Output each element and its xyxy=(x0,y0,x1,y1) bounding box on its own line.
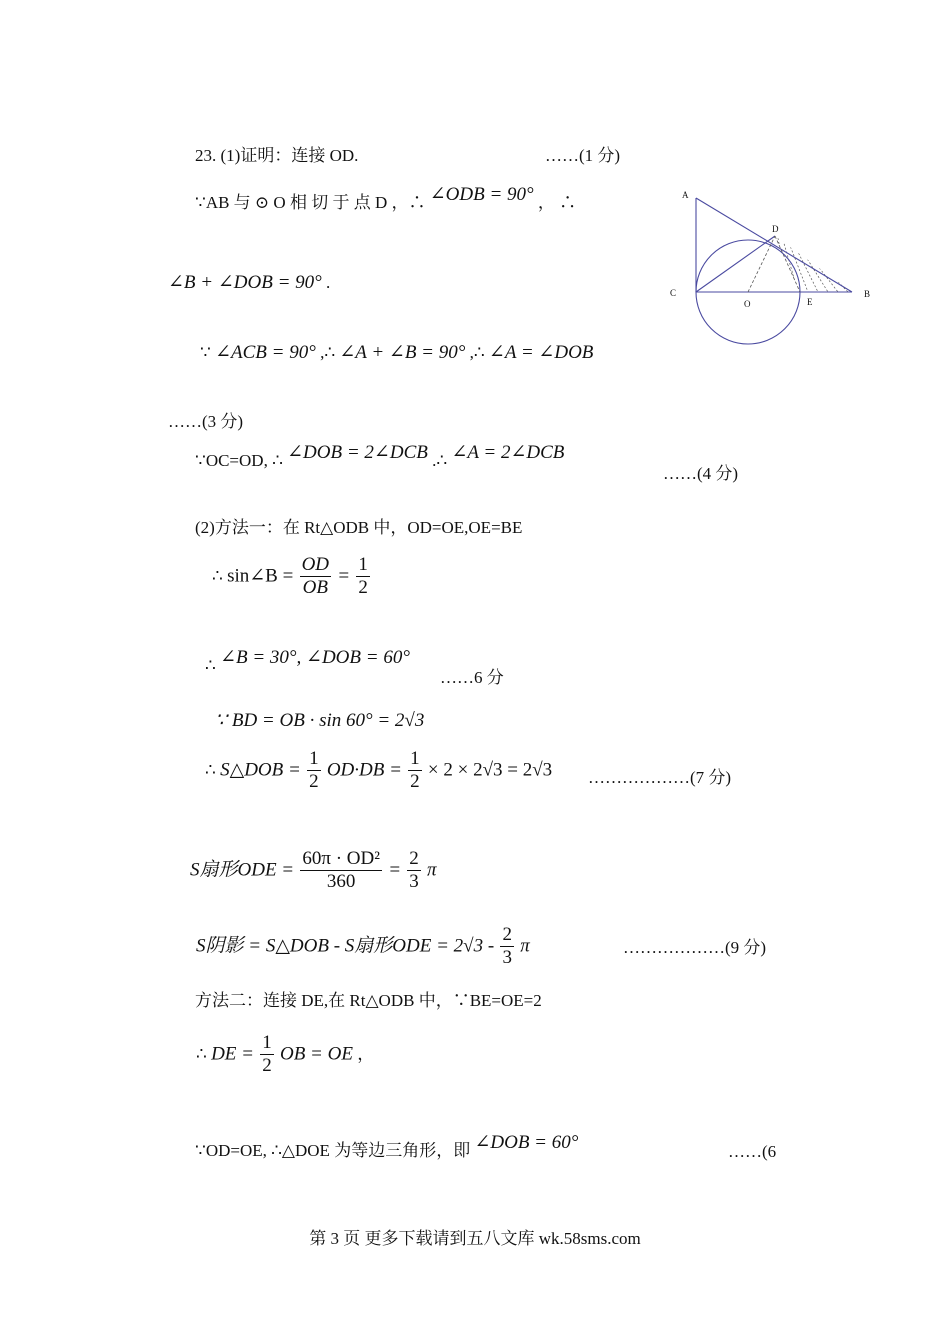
angle-sum-b-dob: ∠B + ∠DOB = 90° xyxy=(168,272,322,293)
sin-lhs: sin∠B = xyxy=(227,565,294,587)
line-sin: ∴ sin∠B = $\frac{OD}{OB}$ = $\frac{1}{2}$ xyxy=(212,554,368,598)
header-score: ……(1 分) xyxy=(545,146,621,165)
line-de: ∴ DE = $\frac{1}{2}$ OB = OE ， xyxy=(196,1032,375,1076)
label-a: A xyxy=(682,190,689,200)
line-area-dob: ∴ S△DOB = $\frac{1}{2}$ OD·DB = $\frac{1}{2}$ × 2 × 2√3 = 2√3 xyxy=(205,748,553,792)
de-lhs: DE = xyxy=(211,1043,254,1065)
geometry-figure xyxy=(668,188,878,348)
angle-sum-a-b: ∠A + ∠B = 90° xyxy=(339,342,466,363)
sector-num: 60π · OD² xyxy=(302,848,380,869)
sector-pi: π xyxy=(427,859,437,881)
method2-title: 方法二：连接 DE,在 Rt△ODB 中，∵BE=OE=2 xyxy=(195,991,542,1010)
shade-lhs: S阴影 = S△DOB - S扇形ODE = 2√3 - xyxy=(196,935,495,957)
segment-cd xyxy=(696,236,775,292)
score-4: ……(4 分) xyxy=(663,464,739,483)
header-text: 23. (1)证明：连接 OD. xyxy=(195,146,359,165)
label-d: D xyxy=(772,224,779,234)
method1-title: (2)方法一：在 Rt△ODB 中，OD=OE,OE=BE xyxy=(195,518,523,537)
angle-a-2dcb: ∠A = 2∠DCB xyxy=(451,442,565,463)
angles-b-dob: ∠B = 30°, ∠DOB = 60° xyxy=(220,647,410,668)
sector-eq: = xyxy=(388,859,402,881)
segment-ab xyxy=(696,198,852,292)
line-angles: ∴ ∠B = 30°, ∠DOB = 60° xyxy=(205,647,410,675)
de-rhs: OB = OE xyxy=(279,1043,353,1065)
angle-a-eq-dob: ∠A = ∠DOB xyxy=(488,342,594,363)
tangent-text: ∵AB 与 ⊙ O 相 切 于 点 D ，∴ xyxy=(195,193,426,212)
line-tangent xyxy=(195,184,577,215)
header-line xyxy=(195,146,358,166)
sum-tail: . xyxy=(326,273,331,292)
line-sector xyxy=(190,848,437,894)
angle-dob-60: ∠DOB = 60° xyxy=(474,1132,579,1153)
sector-frac-num: 2 xyxy=(409,848,419,869)
page-footer: 第 3 页 更多下载请到五八文库 wk.58sms.com xyxy=(309,1229,641,1248)
segment-de xyxy=(775,236,800,292)
angle-dob-2dcb: ∠DOB = 2∠DCB xyxy=(287,442,428,463)
label-c: C xyxy=(670,288,677,298)
angle-acb-90: ∠ACB = 90° xyxy=(215,342,316,363)
half-num: 1 xyxy=(358,554,368,575)
angle-odb-90: ∠ODB = 90° xyxy=(429,184,534,205)
area-mid: OD·DB = xyxy=(326,759,402,781)
line-equilateral xyxy=(195,1132,579,1163)
score-9: ………………(9 分) xyxy=(623,938,767,957)
label-b: B xyxy=(864,289,871,299)
half-den: 2 xyxy=(358,576,368,598)
segment-od xyxy=(748,236,775,292)
sin-den: OB xyxy=(302,576,328,598)
label-e: E xyxy=(807,297,813,307)
oc-od-text: ∵OC=OD, ∴ xyxy=(195,451,283,470)
de-tail: ， xyxy=(357,1044,375,1064)
score-7: ………………(7 分) xyxy=(588,768,732,787)
sin-num: OD xyxy=(301,554,330,575)
sector-frac-den: 3 xyxy=(409,870,419,892)
eq-text: ∵OD=OE, ∴△DOE 为等边三角形，即 xyxy=(195,1141,471,1160)
area-lhs: S△DOB = xyxy=(220,759,301,781)
score-6b: ……(6 xyxy=(728,1142,777,1161)
sector-lhs: S扇形ODE = xyxy=(190,859,295,881)
line-bd: ∵ BD = OB · sin 60° = 2√3 xyxy=(215,710,425,731)
label-o: O xyxy=(744,299,751,309)
line-shaded: S阴影 = S△DOB - S扇形ODE = 2√3 - $\frac{2}{3}$ π xyxy=(196,924,530,968)
score-6: ……6 分 xyxy=(440,668,504,687)
sector-den: 360 xyxy=(326,870,356,892)
line-sum-angles xyxy=(168,272,330,295)
line-acb: ∵ ∠ACB = 90° ,∴ ∠A + ∠B = 90° ,∴ ∠A = ∠DOB xyxy=(200,342,594,363)
line-oc-od: ∵OC=OD, ∴ ∠DOB = 2∠DCB .∴ ∠A = 2∠DCB xyxy=(195,442,565,470)
tangent-tail: ， ∴ xyxy=(537,193,577,212)
area-rhs: × 2 × 2√3 = 2√3 xyxy=(427,759,553,781)
score-3: ……(3 分) xyxy=(168,412,244,431)
